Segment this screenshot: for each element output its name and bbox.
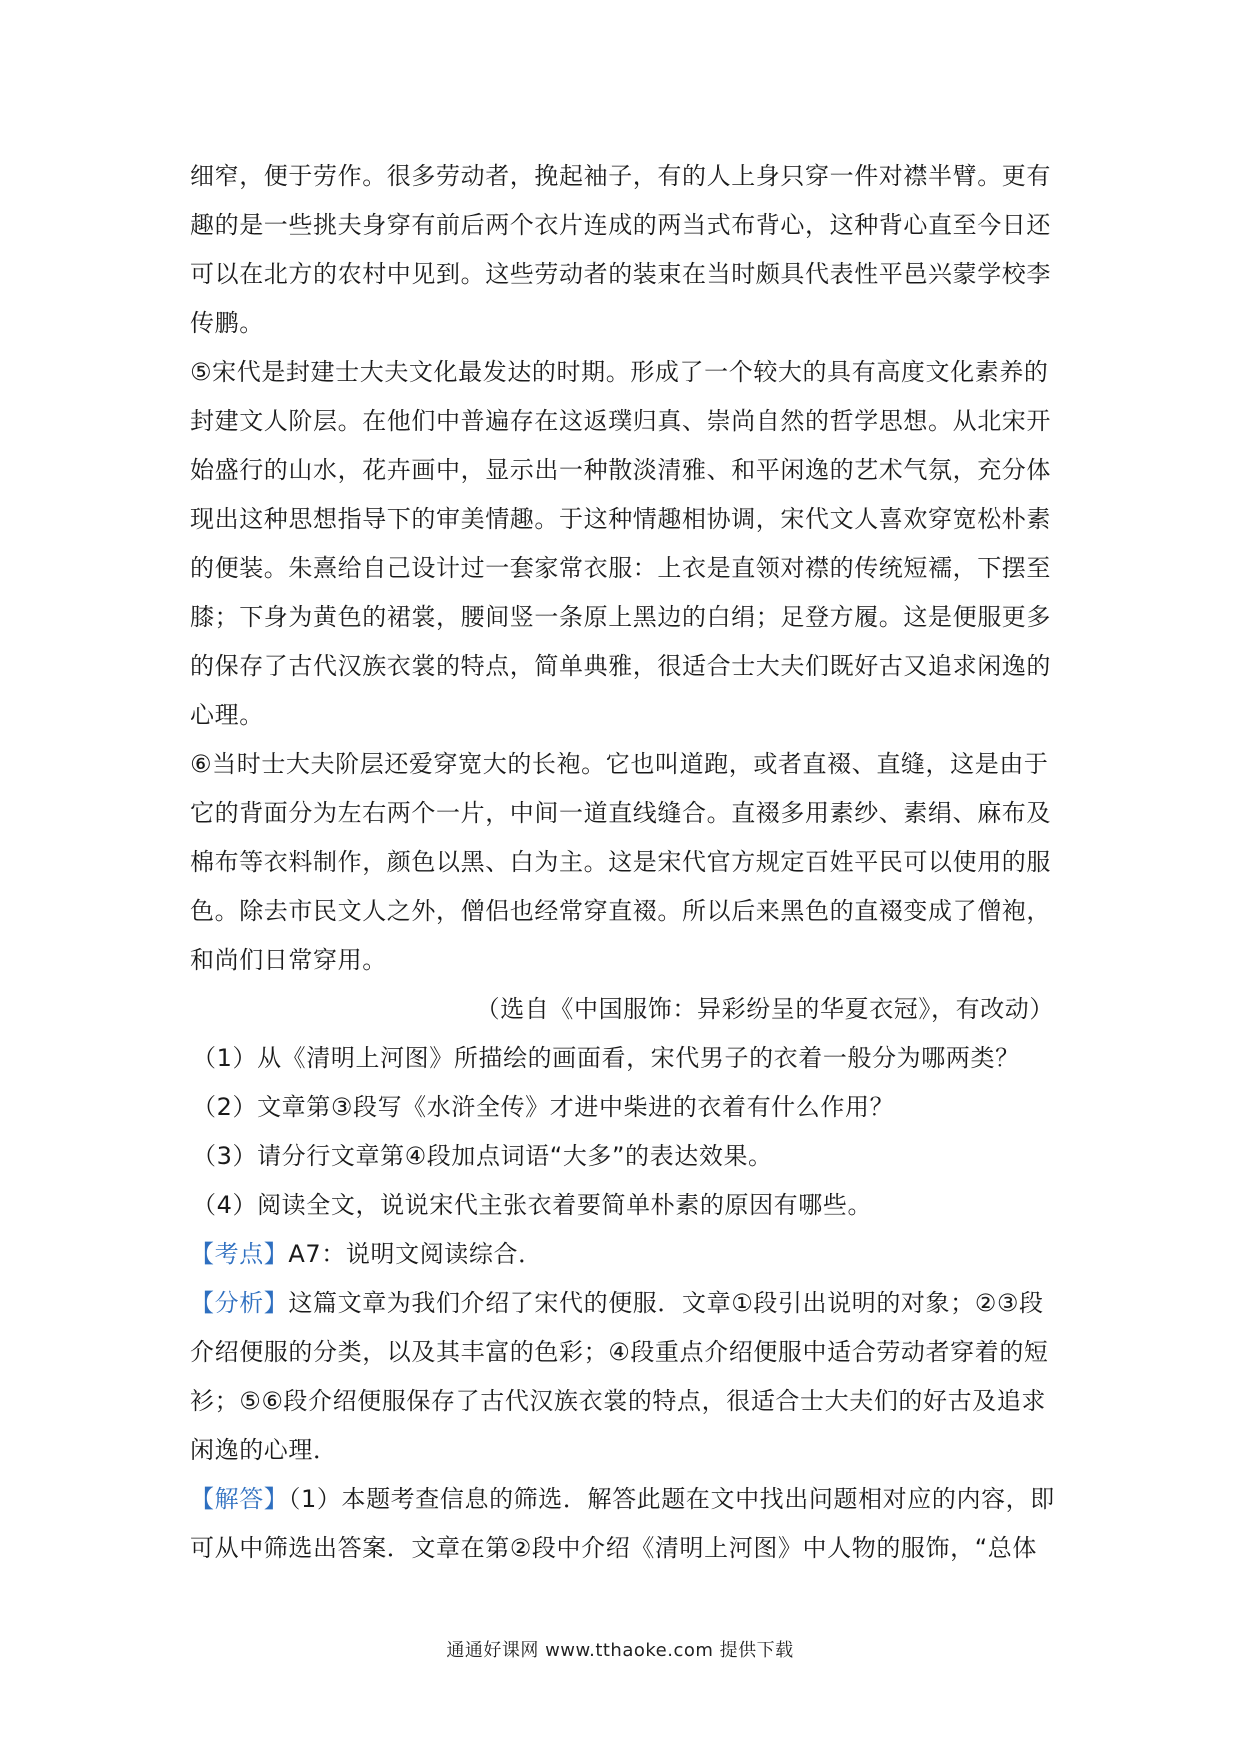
body-line: 心理。	[190, 701, 264, 729]
kaodian-section	[190, 1230, 1060, 1279]
body-line: ⑥当时士大夫阶层还爱穿宽大的长袍。它也叫道跑，或者直裰、直缝，这是由于	[190, 750, 1049, 778]
question-3: （3）请分行文章第④段加点词语“大多”的表达效果。	[192, 1142, 773, 1170]
jieda-line: 可从中筛选出答案．文章在第②段中介绍《清明上河图》中人物的服饰，“总体	[190, 1534, 1037, 1562]
body-line: 色。除去市民文人之外，僧侣也经常穿直裰。所以后来黑色的直裰变成了僧袍，	[190, 897, 1051, 925]
body-line: 膝；下身为黄色的裙裳，腰间竖一条原上黑边的白绢；足登方履。这是便服更多	[190, 603, 1051, 631]
body-line: 细窄，便于劳作。很多劳动者，挽起袖子，有的人上身只穿一件对襟半臂。更有	[190, 162, 1051, 190]
fenxi-tag: 【分析】	[190, 1289, 289, 1317]
source-citation: （选自《中国服饰：异彩纷呈的华夏衣冠》，有改动）	[475, 995, 1054, 1023]
body-line: 传鹏。	[190, 309, 264, 337]
jieda-tag: 【解答】	[190, 1485, 289, 1513]
body-line: 现出这种思想指导下的审美情趣。于这种情趣相协调，宋代文人喜欢穿宽松朴素	[190, 505, 1051, 533]
body-line: 和尚们日常穿用。	[190, 946, 387, 974]
body-line: 棉布等衣料制作，颜色以黑、白为主。这是宋代官方规定百姓平民可以使用的服	[190, 848, 1051, 876]
kaodian-tag: 【考点】	[190, 1240, 289, 1268]
question-4: （4）阅读全文，说说宋代主张衣着要简单朴素的原因有哪些。	[192, 1191, 873, 1219]
body-line: 的便装。朱熹给自己设计过一套家常衣服：上衣是直领对襟的传统短襦，下摆至	[190, 554, 1051, 582]
fenxi-section	[190, 1279, 1060, 1328]
body-line: ⑤宋代是封建士大夫文化最发达的时期。形成了一个较大的具有高度文化素养的	[190, 358, 1049, 386]
body-line: 始盛行的山水，花卉画中，显示出一种散淡清雅、和平闲逸的艺术气氛，充分体	[190, 456, 1051, 484]
body-line: 它的背面分为左右两个一片，中间一道直线缝合。直裰多用素纱、素绢、麻布及	[190, 799, 1051, 827]
fenxi-line: 这篇文章为我们介绍了宋代的便服．文章①段引出说明的对象；②③段	[288, 1289, 1044, 1317]
jieda-line: （1）本题考查信息的筛选．解答此题在文中找出问题相对应的内容，即	[288, 1485, 1055, 1513]
question-2: （2）文章第③段写《水浒全传》才进中柴进的衣着有什么作用？	[192, 1093, 895, 1121]
page-footer: 通通好课网 www.tthaoke.com 提供下载	[446, 1640, 794, 1661]
page-content	[190, 152, 1060, 1573]
fenxi-line: 衫；⑤⑥段介绍便服保存了古代汉族衣裳的特点，很适合士大夫们的好古及追求	[190, 1387, 1047, 1415]
body-line: 封建文人阶层。在他们中普遍存在这返璞归真、崇尚自然的哲学思想。从北宋开	[190, 407, 1051, 435]
body-line: 可以在北方的农村中见到。这些劳动者的装束在当时颇具代表性平邑兴蒙学校李	[190, 260, 1051, 288]
kaodian-text: A7：说明文阅读综合．	[288, 1240, 543, 1268]
body-line: 的保存了古代汉族衣裳的特点，简单典雅，很适合士大夫们既好古又追求闲逸的	[190, 652, 1051, 680]
question-1: （1）从《清明上河图》所描绘的画面看，宋代男子的衣着一般分为哪两类？	[192, 1044, 1020, 1072]
jieda-section	[190, 1475, 1060, 1524]
body-line: 趣的是一些挑夫身穿有前后两个衣片连成的两当式布背心，这种背心直至今日还	[190, 211, 1051, 239]
fenxi-line: 介绍便服的分类，以及其丰富的色彩；④段重点介绍便服中适合劳动者穿着的短	[190, 1338, 1049, 1366]
fenxi-line: 闲逸的心理．	[190, 1436, 338, 1464]
